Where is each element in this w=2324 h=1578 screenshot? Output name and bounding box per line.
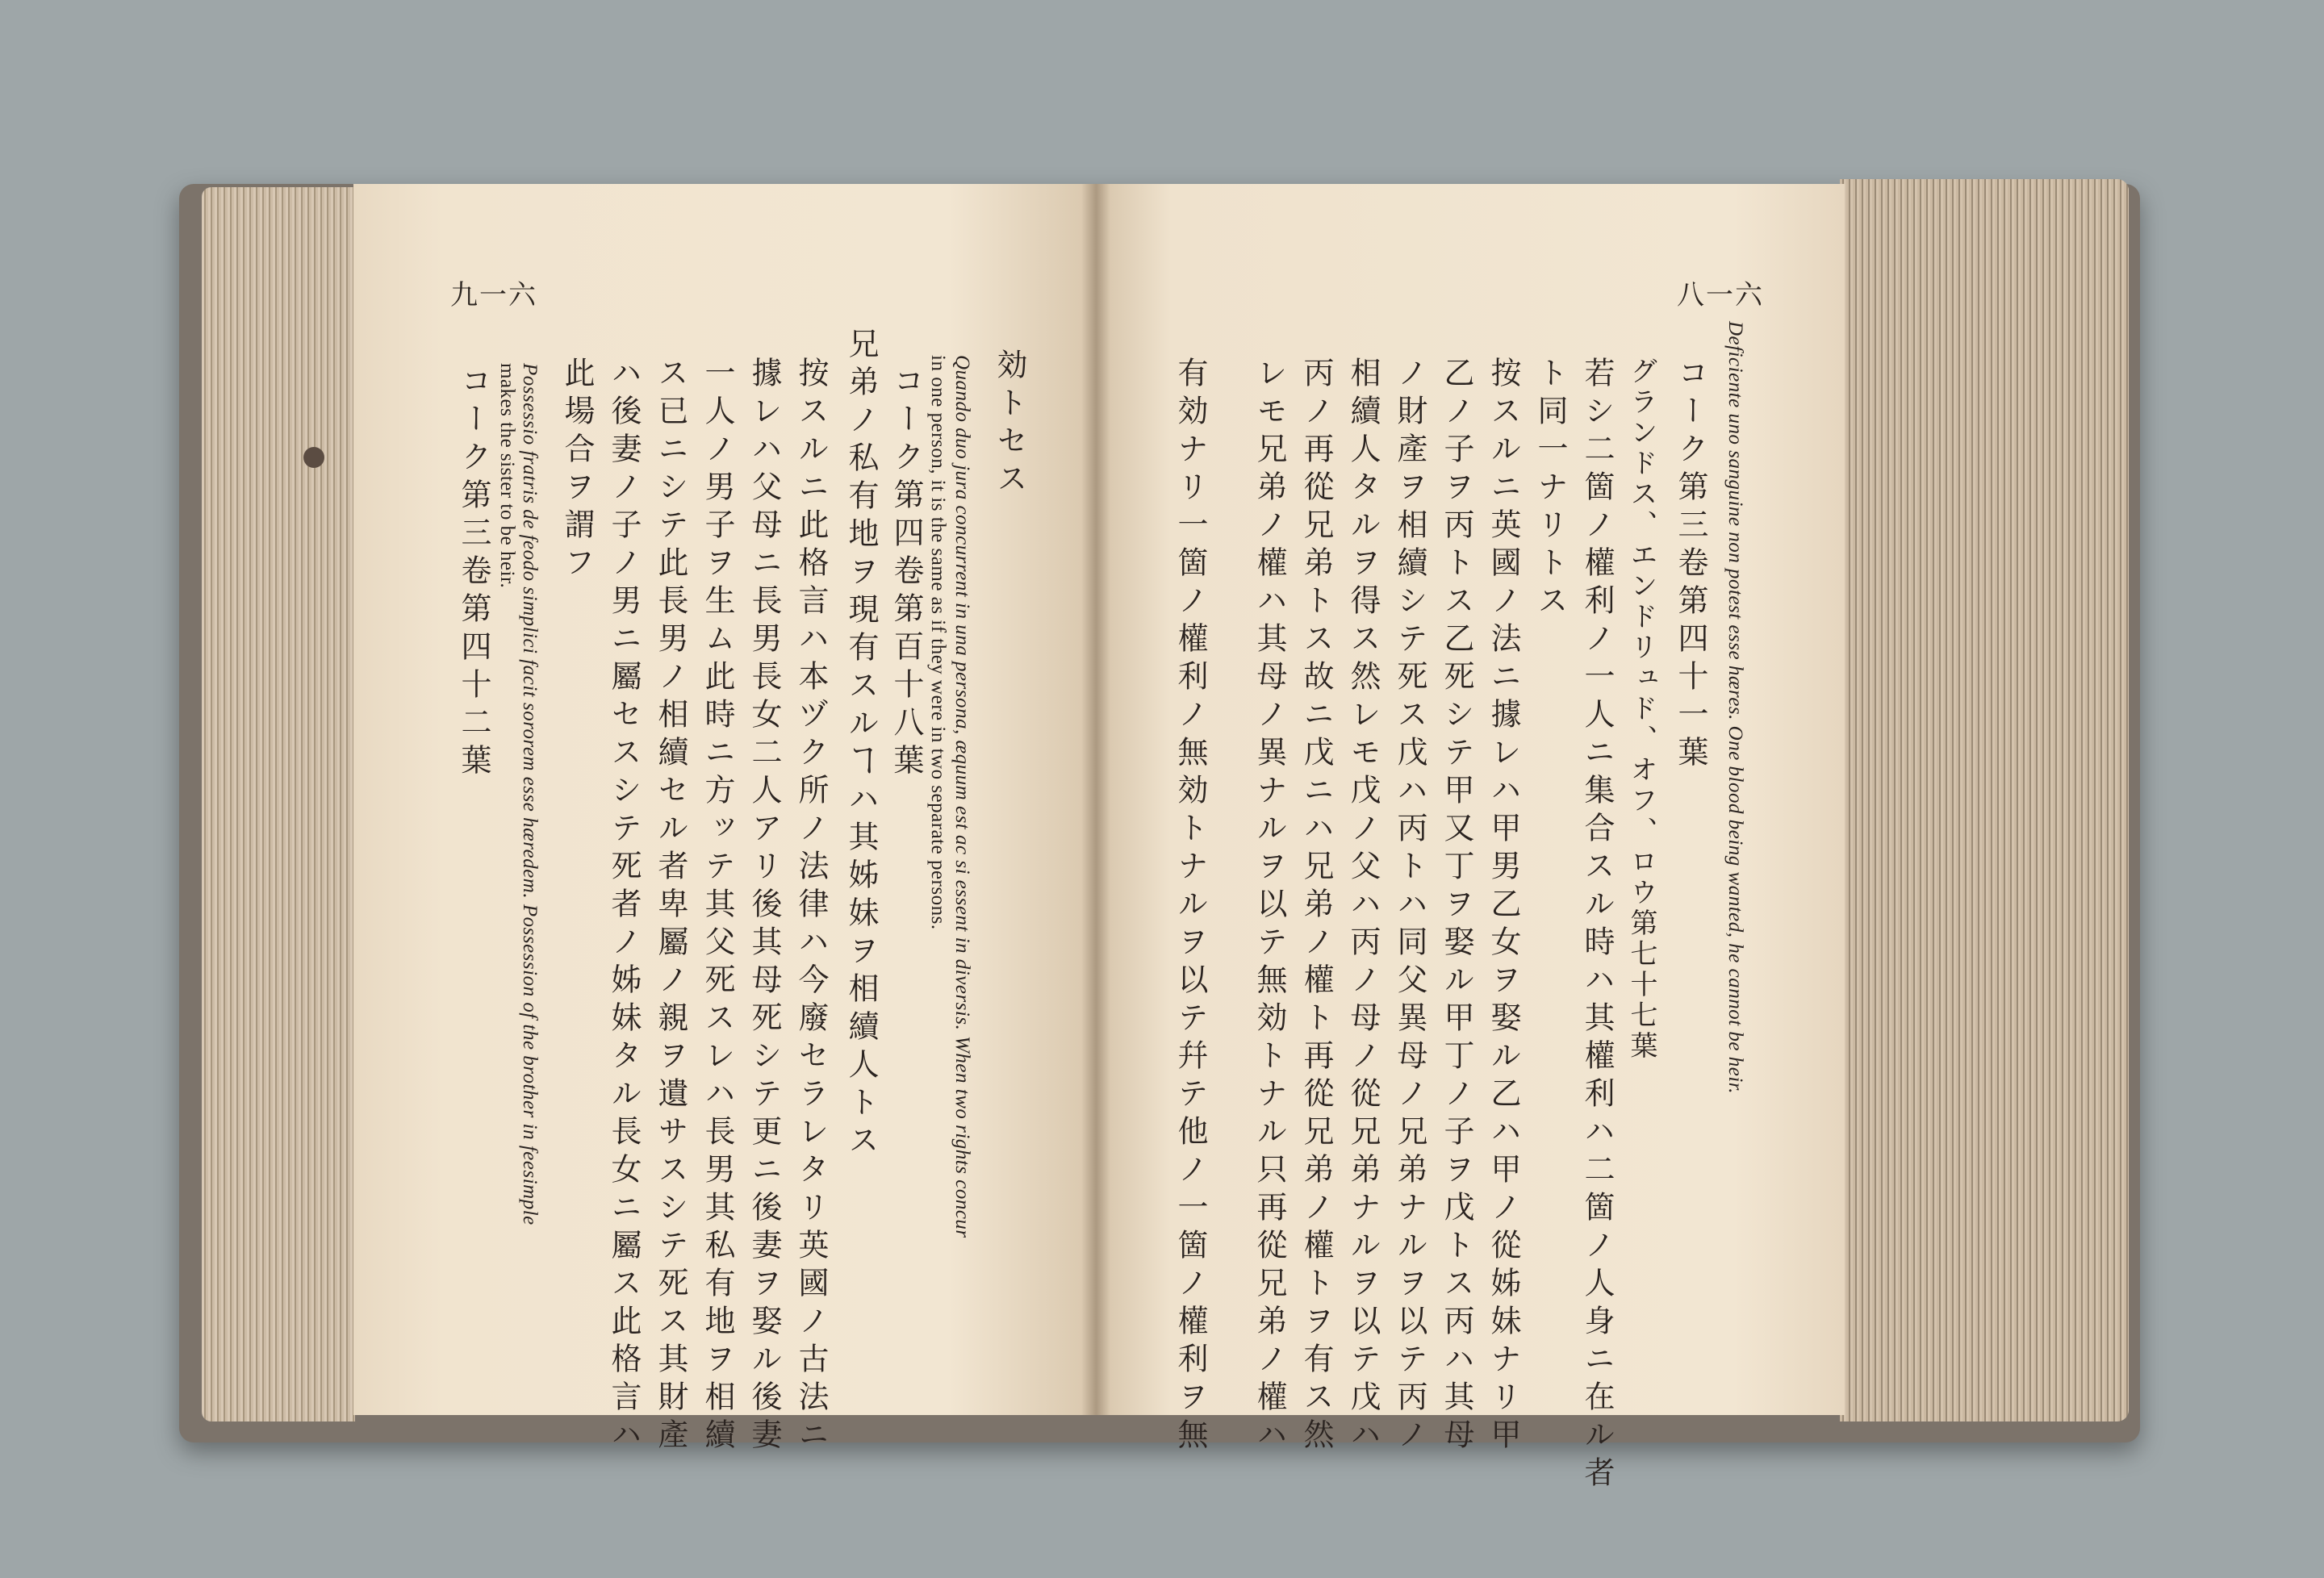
right-column-2: コーク第三卷第四十一葉 — [1673, 357, 1708, 774]
right-column-6: 按スルニ英國ノ法ニ據レハ甲男乙女ヲ娶ル乙ハ甲ノ從姊妹ナリ甲 — [1486, 357, 1521, 1456]
left-column-8: 一人ノ男子ヲ生ム此時ニ方ッテ其父死スレハ長男其私有地ヲ相續 — [700, 357, 735, 1456]
left-column-6: 按スルニ此格言ハ本ヅク所ノ法律ハ今廢セラレタリ英國ノ古法ニ — [793, 357, 829, 1456]
left-column-3: in one person, it is the same as if they were in two separate persons. — [927, 355, 949, 930]
right-column-7: 乙ノ子ヲ丙トス乙死シテ甲又丁ヲ娶ル甲丁ノ子ヲ戊トス丙ハ其母 — [1439, 357, 1474, 1456]
right-page-edges — [1840, 179, 2129, 1421]
right-column-5: ト同一ナリトス — [1532, 357, 1568, 622]
right-column-10: 丙ノ再從兄弟トス故ニ戊ニハ兄弟ノ權ト再從兄弟ノ權トヲ有ス然 — [1298, 357, 1334, 1456]
left-column-14: コーク第三卷第四十二葉 — [456, 365, 491, 782]
left-column-7: 據レハ父母ニ長男長女二人アリ後其母死シテ更ニ後妻ヲ娶ル後妻 — [746, 357, 782, 1456]
right-column-1: Deficiente uno sanguine non potest esse hæres. One blood being wanted, he cannot be heir. — [1724, 321, 1746, 1095]
left-column-9: ス已ニシテ此長男ノ相續セル者卑屬ノ親ヲ遺サスシテ死ス其財產 — [653, 357, 688, 1456]
binding-hole — [303, 447, 324, 468]
left-column-4: コーク第四卷第百十八葉 — [888, 365, 924, 782]
left-page-number: 九一六 — [450, 279, 537, 311]
left-column-2: Quando duo jura concurrent in una persona, æquum est ac si essent in diversis. When two rights concur — [951, 355, 973, 1238]
right-column-11: レモ兄弟ノ權ハ其母ノ異ナルヲ以テ無効トナル只再從兄弟ノ權ハ — [1252, 357, 1287, 1456]
right-page-number: 八一六 — [1677, 279, 1764, 311]
left-column-5: 兄弟ノ私有地ヲ現有スルヿハ其姊妹ヲ相續人トス — [843, 328, 879, 1162]
left-page-edges — [202, 187, 355, 1421]
book-gutter — [1081, 184, 1110, 1415]
left-column-12: Possessio fratris de feodo simplici facit sororem esse hæredem. Possession of the brother in feesimple — [519, 363, 541, 1225]
right-column-9: 相續人タルヲ得ス然レモ戊ノ父ハ丙ノ母ノ從兄弟ナルヲ以テ戊ハ — [1345, 357, 1381, 1456]
right-column-8: ノ財產ヲ相續シテ死ス戊ハ丙トハ同父異母ノ兄弟ナルヲ以テ丙ノ — [1392, 357, 1427, 1456]
right-column-3: グランドス、エンドリュド、オフ、ロウ第七十七葉 — [1625, 357, 1657, 1062]
left-column-11: 此場合ヲ謂フ — [559, 357, 595, 584]
right-column-4: 若シ二箇ノ權利ノ一人ニ集合スル時ハ其權利ハ二箇ノ人身ニ在ル者 — [1579, 357, 1615, 1494]
right-column-12: 有効ナリ一箇ノ權利ノ無効トナルヲ以テ幷テ他ノ一箇ノ權利ヲ無 — [1172, 357, 1208, 1456]
left-column-10: ハ後妻ノ子ノ男ニ屬セスシテ死者ノ姊妹タル長女ニ屬ス此格言ハ — [606, 357, 642, 1456]
left-column-13: makes the sister to be heir. — [496, 363, 518, 589]
left-column-1: 効トセス — [992, 349, 1027, 500]
